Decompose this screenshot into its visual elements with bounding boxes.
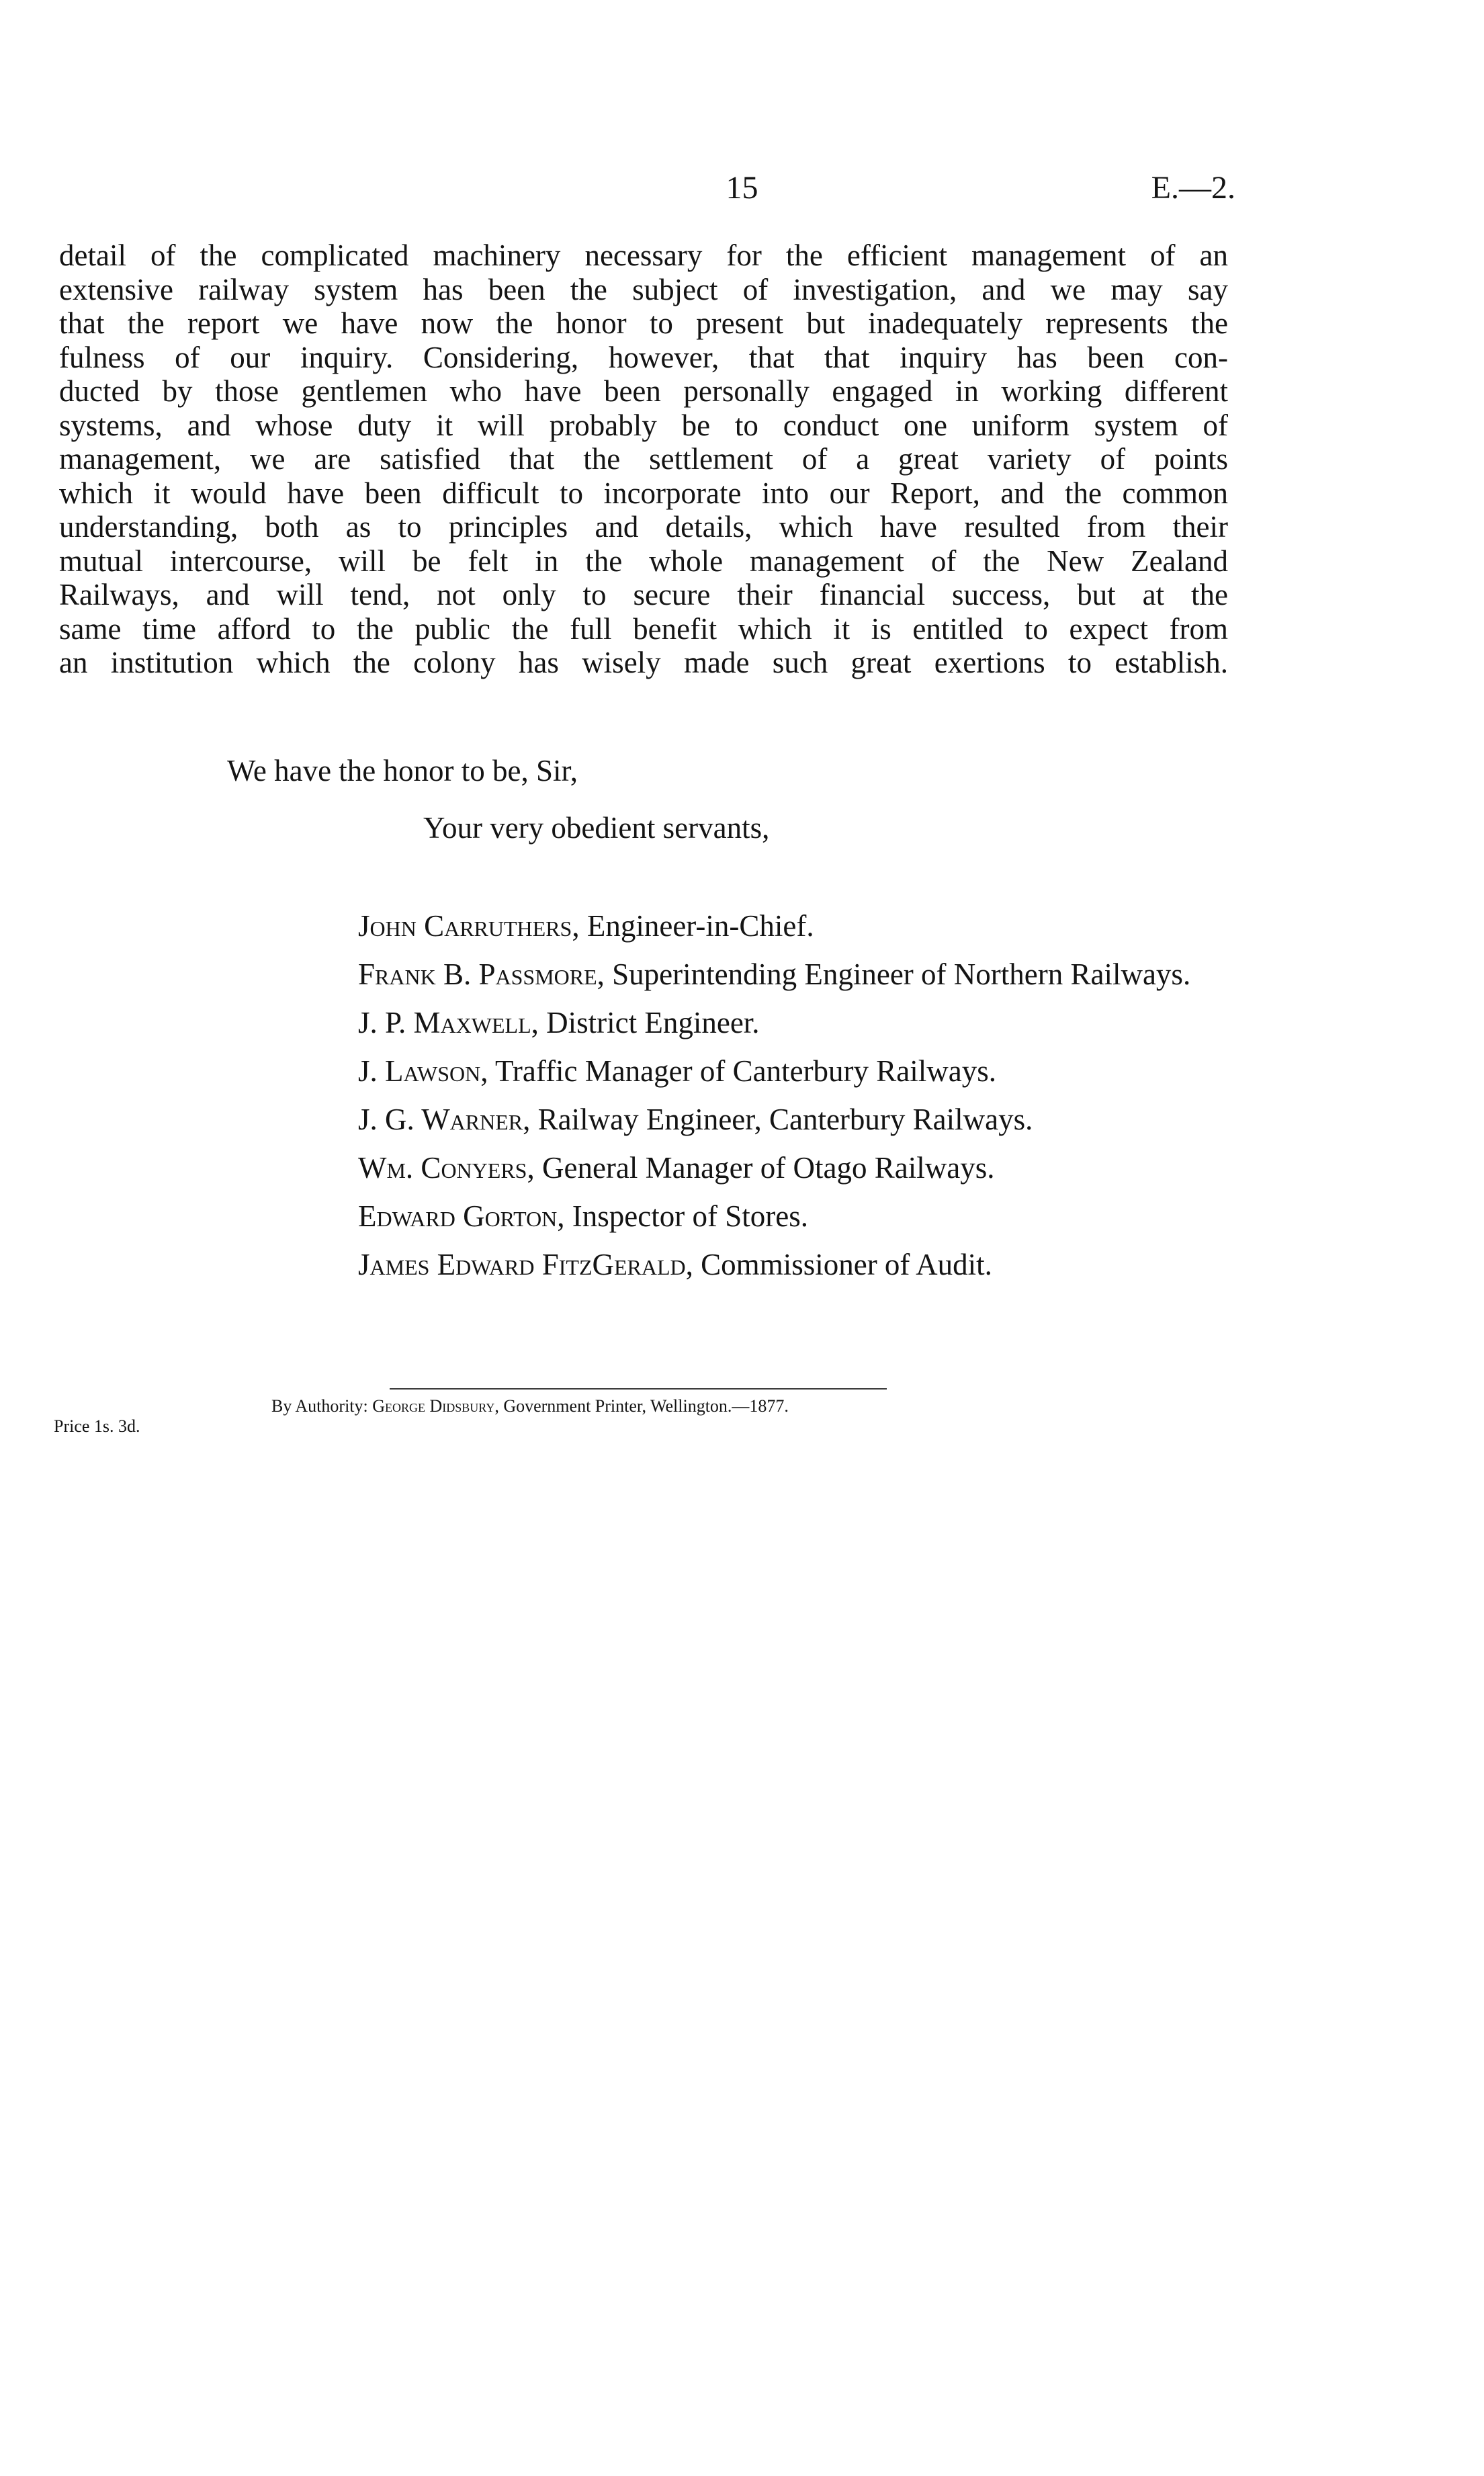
- signatory-title: , Superintending Engineer of Northern Railways.: [597, 957, 1191, 991]
- closing-servants: Your very obedient servants,: [423, 811, 770, 845]
- body-line: understanding, both as to principles and details, which have resulted from their: [59, 510, 1228, 544]
- signatory: [358, 1054, 1299, 1088]
- body-line: detail of the complicated machinery necessary for the efficient management of an: [59, 239, 1228, 272]
- body-line: an institution which the colony has wisely made such great exertions to establish.: [59, 646, 1228, 679]
- price-note: Price 1s. 3d.: [54, 1416, 140, 1436]
- body-line: that the report we have now the honor to present but inadequately represents the: [59, 306, 1228, 340]
- signatory: [358, 1102, 1299, 1137]
- signatory-name: John Carruthers: [358, 909, 572, 943]
- signatory: [358, 957, 1299, 992]
- body-line: management, we are satisfied that the settlement of a great variety of points: [59, 442, 1228, 476]
- signatory-title: , Engineer-in-Chief.: [572, 909, 814, 943]
- body-line: same time afford to the public the full benefit which it is entitled to expect from: [59, 611, 1228, 646]
- signatory-name: Frank B. Passmore: [358, 957, 597, 991]
- signatory-title: , Railway Engineer, Canterbury Railways.: [523, 1103, 1033, 1136]
- signatory: [358, 908, 1299, 943]
- signatory-title: , General Manager of Otago Railways.: [527, 1151, 995, 1185]
- signatory-name: J. G. Warner: [358, 1103, 523, 1136]
- signatory-title: , District Engineer.: [531, 1006, 760, 1039]
- printer-imprint: [271, 1395, 789, 1418]
- body-line: extensive railway system has been the subject of investigation, and we may say: [59, 272, 1228, 306]
- signatory-name: J. P. Maxwell: [358, 1006, 531, 1039]
- body-paragraph: [59, 239, 1228, 680]
- signatory: [358, 1005, 1299, 1040]
- signatory: [358, 1247, 1299, 1282]
- closing-salutation: We have the honor to be, Sir,: [227, 754, 578, 787]
- imprint-suffix: , Government Printer, Wellington.—1877.: [494, 1396, 789, 1416]
- signatory-name: James Edward FitzGerald: [358, 1248, 686, 1281]
- body-line: systems, and whose duty it will probably be to conduct one uniform system of: [59, 408, 1228, 442]
- signatory: [358, 1199, 1299, 1234]
- signatory-name: J. Lawson: [358, 1054, 481, 1088]
- signatory-name: Wm. Conyers: [358, 1151, 527, 1185]
- body-line: Railways, and will tend, not only to secure their financial success, but at the: [59, 578, 1228, 611]
- page-number: 15: [726, 170, 758, 206]
- body-line: mutual intercourse, will be felt in the whole management of the New Zealand: [59, 544, 1228, 578]
- signatory: [358, 1150, 1299, 1185]
- signatory-name: Edward Gorton: [358, 1199, 558, 1233]
- signatory-title: , Traffic Manager of Canterbury Railways.: [480, 1054, 997, 1088]
- signatory-title: , Commissioner of Audit.: [685, 1248, 992, 1281]
- body-line: which it would have been difficult to incorporate into our Report, and the common: [59, 476, 1228, 510]
- signatory-title: , Inspector of Stores.: [557, 1199, 808, 1233]
- document-reference: E.—2.: [1151, 170, 1235, 206]
- imprint-prefix: By Authority:: [271, 1396, 373, 1416]
- body-line: fulness of our inquiry. Considering, however, that that inquiry has been con-: [59, 340, 1228, 374]
- footer-rule: [390, 1388, 887, 1390]
- body-line: ducted by those gentlemen who have been personally engaged in working different: [59, 374, 1228, 408]
- printer-name: George Didsbury: [372, 1396, 495, 1416]
- signatory-list: [358, 908, 1299, 1295]
